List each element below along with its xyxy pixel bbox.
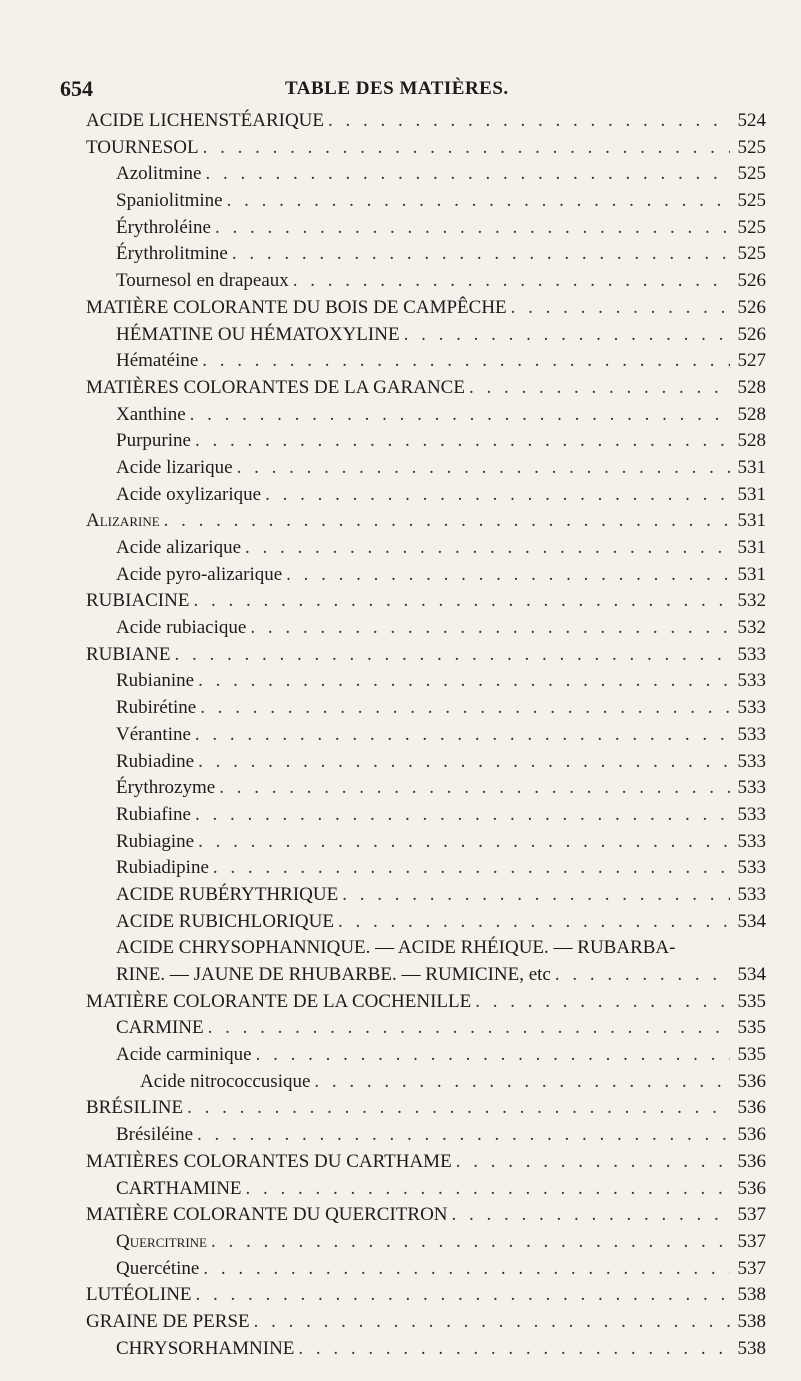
dot-leader bbox=[555, 962, 730, 989]
dot-leader bbox=[475, 989, 730, 1016]
toc-entry-title: Rubiadipine bbox=[116, 857, 209, 879]
toc-entry-page: 532 bbox=[737, 590, 766, 612]
toc-entry bbox=[86, 802, 766, 829]
toc-entry bbox=[86, 962, 766, 989]
toc-entry-page: 533 bbox=[737, 723, 766, 745]
toc-entry-title: Vérantine bbox=[116, 723, 191, 745]
toc-entry-title: RINE. — JAUNE DE RHUBARBE. — RUMICINE, etc bbox=[116, 964, 551, 985]
toc-entry bbox=[86, 188, 766, 215]
dot-leader bbox=[219, 775, 730, 802]
toc-entry bbox=[86, 722, 766, 749]
dot-leader bbox=[452, 1202, 730, 1229]
dot-leader bbox=[213, 855, 730, 882]
toc-entry-title: MATIÈRE COLORANTE DU BOIS DE CAMPÊCHE bbox=[86, 296, 507, 318]
toc-entry-page: 536 bbox=[737, 1150, 766, 1172]
toc-entry bbox=[86, 402, 766, 429]
toc-entry-title: LUTÉOLINE bbox=[86, 1284, 192, 1306]
toc-entry-title: Quercétine bbox=[116, 1257, 200, 1279]
dot-leader bbox=[164, 508, 730, 535]
dot-leader bbox=[203, 135, 730, 162]
toc-entry-page: 536 bbox=[737, 1097, 766, 1119]
toc-entry-title: ACIDE CHRYSOPHANNIQUE. — ACIDE RHÉIQUE. — RUBARBA- bbox=[116, 937, 676, 959]
dot-leader bbox=[293, 268, 730, 295]
dot-leader bbox=[198, 668, 730, 695]
toc-entry-page: 531 bbox=[737, 510, 766, 532]
toc-entry bbox=[86, 135, 766, 162]
toc-entry-page: 533 bbox=[737, 803, 766, 825]
toc-entry-title: Purpurine bbox=[116, 430, 191, 452]
toc-entry bbox=[86, 1176, 766, 1203]
dot-leader bbox=[198, 829, 730, 856]
toc-entry-title: TOURNESOL bbox=[86, 136, 199, 158]
toc-entry-title: Rubiafine bbox=[116, 803, 191, 825]
toc-entry bbox=[86, 322, 766, 349]
toc-entry-title: ACIDE LICHENSTÉARIQUE bbox=[86, 110, 325, 131]
toc-entry-page: 535 bbox=[737, 1044, 766, 1066]
dot-leader bbox=[203, 1256, 730, 1283]
dot-leader bbox=[469, 375, 730, 402]
toc-entry bbox=[86, 855, 766, 882]
table-of-contents bbox=[86, 108, 766, 1362]
toc-entry bbox=[86, 775, 766, 802]
toc-entry-page: 531 bbox=[737, 456, 766, 478]
toc-entry-page: 538 bbox=[737, 1310, 766, 1332]
toc-entry-page: 533 bbox=[737, 750, 766, 772]
toc-entry-page: 526 bbox=[737, 296, 766, 318]
toc-entry-title: GRAINE DE PERSE bbox=[86, 1310, 250, 1332]
toc-entry-page: 536 bbox=[737, 1070, 766, 1092]
toc-entry-title: Hématéine bbox=[116, 350, 199, 372]
toc-entry-page: 538 bbox=[737, 1337, 766, 1359]
toc-entry bbox=[86, 642, 766, 669]
toc-entry bbox=[86, 1309, 766, 1336]
toc-entry bbox=[86, 268, 766, 295]
toc-entry bbox=[86, 1122, 766, 1149]
toc-entry-title: Azolitmine bbox=[116, 163, 202, 185]
toc-entry bbox=[86, 1149, 766, 1176]
toc-entry bbox=[86, 668, 766, 695]
toc-entry-page: 534 bbox=[737, 964, 766, 985]
toc-entry-title: CHRYSORHAMNINE bbox=[116, 1337, 295, 1359]
toc-entry-page: 535 bbox=[737, 990, 766, 1012]
toc-entry bbox=[86, 241, 766, 268]
toc-entry-title: Acide nitrococcusique bbox=[140, 1070, 311, 1092]
toc-entry bbox=[86, 882, 766, 909]
toc-entry-page: 525 bbox=[737, 136, 766, 158]
toc-entry-page: 525 bbox=[737, 243, 766, 265]
dot-leader bbox=[338, 909, 730, 936]
toc-entry-title: Quercitrine bbox=[116, 1230, 207, 1252]
toc-entry-title: Rubiagine bbox=[116, 830, 195, 852]
toc-entry bbox=[86, 562, 766, 589]
toc-entry-page: 531 bbox=[737, 483, 766, 505]
toc-entry bbox=[86, 455, 766, 482]
dot-leader bbox=[256, 1042, 730, 1069]
toc-entry-page: 533 bbox=[737, 697, 766, 719]
toc-entry bbox=[86, 1202, 766, 1229]
dot-leader bbox=[265, 482, 730, 509]
toc-entry-page: 537 bbox=[737, 1230, 766, 1252]
toc-entry-page: 536 bbox=[737, 1177, 766, 1199]
toc-entry bbox=[86, 1015, 766, 1042]
toc-entry-title: ACIDE RUBICHLORIQUE bbox=[116, 910, 334, 932]
dot-leader bbox=[254, 1309, 730, 1336]
toc-entry-title: Rubiadine bbox=[116, 750, 195, 772]
dot-leader bbox=[328, 108, 730, 135]
dot-leader bbox=[211, 1229, 730, 1256]
dot-leader bbox=[205, 161, 730, 188]
dot-leader bbox=[245, 535, 730, 562]
toc-entry bbox=[86, 482, 766, 509]
dot-leader bbox=[298, 1336, 730, 1363]
toc-entry-title: Alizarine bbox=[86, 510, 160, 532]
toc-entry bbox=[86, 989, 766, 1016]
toc-entry bbox=[86, 1282, 766, 1309]
toc-entry-page: 525 bbox=[737, 216, 766, 238]
toc-entry-page: 528 bbox=[737, 430, 766, 452]
dot-leader bbox=[237, 455, 730, 482]
toc-entry-page: 534 bbox=[737, 910, 766, 932]
toc-entry-title: Acide carminique bbox=[116, 1044, 252, 1066]
dot-leader bbox=[314, 1069, 730, 1096]
toc-entry-page: 524 bbox=[737, 110, 766, 131]
dot-leader bbox=[246, 1176, 730, 1203]
toc-entry bbox=[86, 1069, 766, 1096]
toc-entry-page: 525 bbox=[737, 190, 766, 212]
toc-entry bbox=[86, 588, 766, 615]
dot-leader bbox=[456, 1149, 730, 1176]
dot-leader bbox=[342, 882, 730, 909]
toc-entry-title: Érythroléine bbox=[116, 216, 211, 238]
toc-entry-page: 537 bbox=[737, 1257, 766, 1279]
toc-entry bbox=[86, 375, 766, 402]
dot-leader bbox=[200, 695, 730, 722]
dot-leader bbox=[232, 241, 730, 268]
toc-entry-page: 537 bbox=[737, 1204, 766, 1226]
toc-entry bbox=[86, 615, 766, 642]
dot-leader bbox=[511, 295, 730, 322]
running-title: TABLE DES MATIÈRES. bbox=[285, 78, 509, 99]
toc-entry-title: RUBIANE bbox=[86, 643, 171, 665]
toc-entry bbox=[86, 508, 766, 535]
toc-entry-title: MATIÈRE COLORANTE DE LA COCHENILLE bbox=[86, 990, 472, 1012]
toc-entry-title: Acide pyro-alizarique bbox=[116, 563, 283, 585]
toc-entry bbox=[86, 215, 766, 242]
toc-entry-page: 526 bbox=[737, 323, 766, 345]
toc-entry-page: 533 bbox=[737, 777, 766, 799]
toc-entry-page: 531 bbox=[737, 537, 766, 558]
toc-entry bbox=[86, 1042, 766, 1069]
toc-entry-title: CARTHAMINE bbox=[116, 1177, 242, 1199]
toc-entry bbox=[86, 108, 766, 135]
toc-entry-title: HÉMATINE OU HÉMATOXYLINE bbox=[116, 323, 400, 345]
toc-entry bbox=[86, 1229, 766, 1256]
toc-entry bbox=[86, 749, 766, 776]
dot-leader bbox=[187, 1095, 730, 1122]
toc-entry-page: 533 bbox=[737, 830, 766, 852]
dot-leader bbox=[215, 215, 730, 242]
toc-entry-title: MATIÈRES COLORANTES DE LA GARANCE bbox=[86, 376, 465, 398]
toc-entry bbox=[86, 1095, 766, 1122]
toc-entry-title: Acide alizarique bbox=[116, 537, 242, 558]
toc-entry-title: Xanthine bbox=[116, 403, 186, 425]
page-header bbox=[60, 76, 770, 106]
dot-leader bbox=[174, 642, 730, 669]
toc-entry bbox=[86, 695, 766, 722]
toc-entry bbox=[86, 829, 766, 856]
toc-entry-page: 538 bbox=[737, 1284, 766, 1306]
dot-leader bbox=[195, 428, 730, 455]
toc-entry-title: Spaniolitmine bbox=[116, 190, 223, 212]
toc-entry-title: Érythrozyme bbox=[116, 777, 216, 799]
toc-entry-title: BRÉSILINE bbox=[86, 1097, 184, 1119]
toc-entry-title: Acide oxylizarique bbox=[116, 483, 262, 505]
dot-leader bbox=[197, 1122, 730, 1149]
toc-entry bbox=[86, 295, 766, 322]
dot-leader bbox=[404, 322, 730, 349]
toc-entry-page: 531 bbox=[737, 563, 766, 585]
toc-entry-title: ACIDE RUBÉRYTHRIQUE bbox=[116, 883, 339, 905]
dot-leader bbox=[202, 348, 730, 375]
toc-entry bbox=[86, 1336, 766, 1363]
toc-entry-page: 528 bbox=[737, 403, 766, 425]
page-number: 654 bbox=[60, 76, 93, 101]
toc-entry bbox=[86, 348, 766, 375]
toc-entry-title: CARMINE bbox=[116, 1017, 204, 1039]
toc-entry-title: Rubianine bbox=[116, 670, 195, 692]
toc-entry-title: MATIÈRES COLORANTES DU CARTHAME bbox=[86, 1150, 452, 1172]
dot-leader bbox=[250, 615, 730, 642]
toc-entry-page: 528 bbox=[737, 376, 766, 398]
toc-entry-page: 536 bbox=[737, 1124, 766, 1146]
toc-entry bbox=[86, 428, 766, 455]
toc-entry-page: 533 bbox=[737, 670, 766, 692]
dot-leader bbox=[190, 402, 730, 429]
toc-entry-page: 525 bbox=[737, 163, 766, 185]
toc-entry bbox=[86, 535, 766, 562]
toc-entry-page: 533 bbox=[737, 883, 766, 905]
toc-entry-title: MATIÈRE COLORANTE DU QUERCITRON bbox=[86, 1204, 448, 1226]
toc-entry bbox=[86, 161, 766, 188]
toc-entry-page: 527 bbox=[737, 350, 766, 372]
toc-entry-title: Brésiléine bbox=[116, 1124, 194, 1146]
toc-entry-title: Acide lizarique bbox=[116, 456, 233, 478]
toc-entry-page: 533 bbox=[737, 857, 766, 879]
dot-leader bbox=[286, 562, 730, 589]
toc-entry-title: Tournesol en drapeaux bbox=[116, 270, 289, 292]
toc-entry-page: 533 bbox=[737, 643, 766, 665]
dot-leader bbox=[227, 188, 730, 215]
dot-leader bbox=[193, 588, 730, 615]
dot-leader bbox=[195, 722, 730, 749]
dot-leader bbox=[196, 1282, 730, 1309]
toc-entry-page: 532 bbox=[737, 617, 766, 639]
toc-entry-title: Rubirétine bbox=[116, 697, 197, 719]
dot-leader bbox=[198, 749, 730, 776]
toc-entry-title: Acide rubiacique bbox=[116, 617, 247, 639]
toc-entry bbox=[86, 935, 766, 962]
dot-leader bbox=[208, 1015, 730, 1042]
toc-entry-title: Érythrolitmine bbox=[116, 243, 228, 265]
toc-entry-title: RUBIACINE bbox=[86, 590, 190, 612]
toc-entry-page: 535 bbox=[737, 1017, 766, 1039]
toc-entry bbox=[86, 1256, 766, 1283]
toc-entry-page: 526 bbox=[737, 270, 766, 292]
toc-entry bbox=[86, 909, 766, 936]
dot-leader bbox=[195, 802, 730, 829]
